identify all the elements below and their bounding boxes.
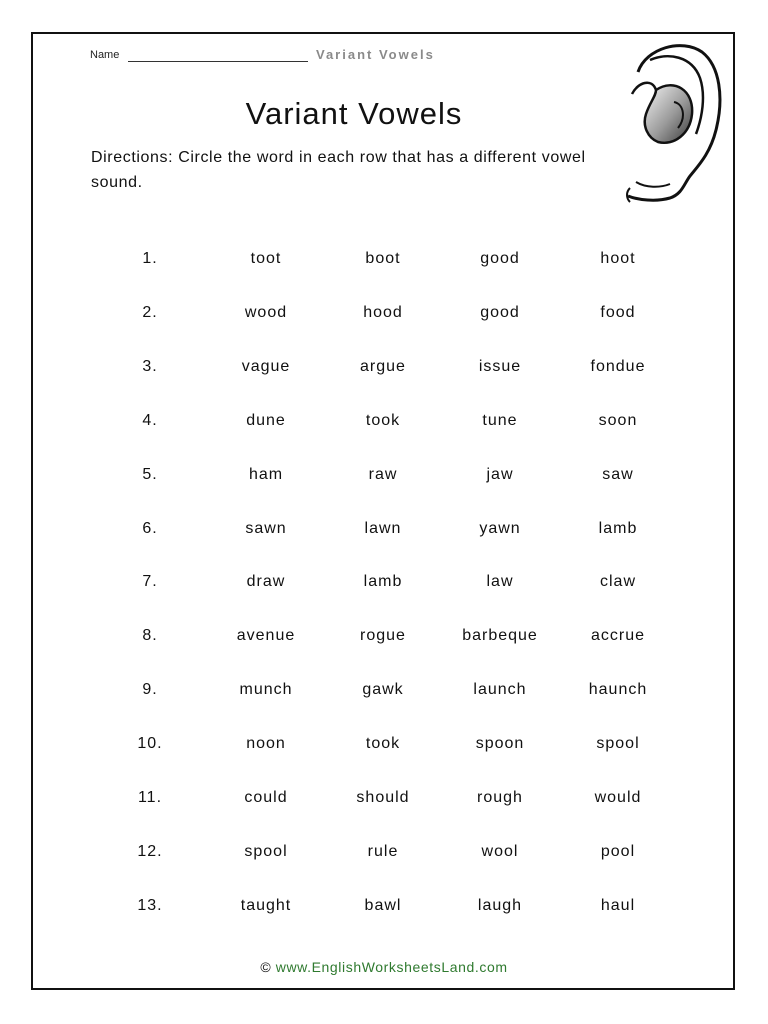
word-choice[interactable]: yawn — [479, 519, 521, 537]
word-choice[interactable]: wood — [244, 303, 288, 321]
worksheet-row — [0, 627, 768, 657]
row-number: 3. — [142, 357, 158, 375]
worksheet-row — [0, 304, 768, 334]
word-choice[interactable]: taught — [240, 896, 292, 914]
row-number: 13. — [137, 896, 163, 914]
worksheet-row — [0, 735, 768, 765]
word-choice[interactable]: dune — [246, 411, 286, 429]
word-choice[interactable]: haunch — [588, 681, 648, 699]
word-choice[interactable]: spoon — [475, 735, 525, 753]
row-number: 12. — [137, 842, 163, 860]
word-choice[interactable]: argue — [360, 357, 406, 375]
word-choice[interactable]: lamb — [363, 573, 403, 591]
word-choice[interactable]: law — [486, 573, 514, 591]
ear-icon — [612, 38, 724, 208]
word-choice[interactable]: spool — [244, 842, 288, 860]
word-choice[interactable]: munch — [239, 681, 293, 699]
row-number: 7. — [142, 573, 158, 591]
row-number: 10. — [137, 735, 163, 753]
word-choice[interactable]: took — [365, 411, 401, 429]
word-choice[interactable]: food — [600, 303, 636, 321]
word-choice[interactable]: jaw — [486, 465, 514, 483]
word-choice[interactable]: claw — [599, 573, 636, 591]
row-number: 4. — [142, 411, 158, 429]
word-choice[interactable]: good — [480, 303, 520, 321]
word-choice[interactable]: lamb — [598, 519, 638, 537]
word-choice[interactable]: accrue — [590, 627, 646, 645]
footer-site-link[interactable]: www.EnglishWorksheetsLand.com — [275, 959, 508, 975]
name-line[interactable] — [128, 61, 308, 62]
word-choice[interactable]: avenue — [236, 627, 296, 645]
word-choice[interactable]: rule — [367, 842, 399, 860]
word-choice[interactable]: rogue — [360, 627, 406, 645]
worksheet-row — [0, 681, 768, 711]
word-choice[interactable]: hoot — [600, 250, 636, 267]
worksheet-row — [0, 573, 768, 603]
worksheet-row — [0, 897, 768, 927]
word-choice[interactable]: bawl — [364, 896, 402, 914]
worksheet-row — [0, 843, 768, 873]
word-choice[interactable]: boot — [365, 250, 401, 267]
row-number: 6. — [142, 519, 158, 537]
word-choice[interactable]: good — [480, 250, 520, 267]
word-choice[interactable]: took — [365, 735, 401, 753]
worksheet-row — [0, 358, 768, 388]
row-number: 2. — [142, 303, 158, 321]
word-choice[interactable]: gawk — [362, 681, 404, 699]
word-choice[interactable]: haul — [600, 896, 636, 914]
header-subject: Variant Vowels — [316, 47, 435, 62]
row-number: 1. — [142, 250, 158, 267]
row-number: 5. — [142, 465, 158, 483]
word-choice[interactable]: launch — [473, 681, 527, 699]
word-choice[interactable]: issue — [478, 357, 522, 375]
word-choice[interactable]: raw — [368, 465, 398, 483]
word-choice[interactable]: ham — [248, 465, 284, 483]
word-choice[interactable]: sawn — [245, 519, 287, 537]
word-choice[interactable]: saw — [602, 465, 634, 483]
word-choice[interactable]: fondue — [590, 357, 646, 375]
worksheet-row — [0, 520, 768, 550]
footer — [0, 959, 768, 975]
word-choice[interactable]: noon — [246, 735, 286, 753]
word-choice[interactable]: spool — [596, 735, 640, 753]
word-choice[interactable]: toot — [250, 250, 282, 267]
word-choice[interactable]: pool — [600, 842, 636, 860]
worksheet-row — [0, 789, 768, 819]
name-label: Name — [90, 49, 120, 61]
word-choice[interactable]: laugh — [477, 896, 523, 914]
row-number: 9. — [142, 681, 158, 699]
worksheet-row — [0, 250, 768, 280]
word-choice[interactable]: vague — [241, 357, 291, 375]
word-choice[interactable]: lawn — [364, 519, 402, 537]
page-title: Variant Vowels — [245, 96, 463, 131]
word-choice[interactable]: soon — [598, 411, 638, 429]
directions-text: Directions: Circle the word in each row that has a different vowel sound. — [91, 149, 586, 191]
word-choice[interactable]: would — [594, 789, 642, 806]
row-number: 11. — [137, 789, 163, 806]
word-choice[interactable]: rough — [477, 789, 523, 806]
word-choice[interactable]: tune — [482, 411, 518, 429]
word-choice[interactable]: could — [244, 789, 288, 806]
word-choice[interactable]: should — [356, 789, 410, 806]
word-choice[interactable]: draw — [246, 573, 286, 591]
worksheet-row — [0, 466, 768, 496]
word-choice[interactable]: barbeque — [462, 627, 538, 645]
row-number: 8. — [142, 627, 158, 645]
word-choice[interactable]: wool — [481, 842, 519, 860]
word-choice[interactable]: hood — [363, 303, 403, 321]
copyright-symbol: © — [260, 959, 272, 975]
worksheet-row — [0, 412, 768, 442]
